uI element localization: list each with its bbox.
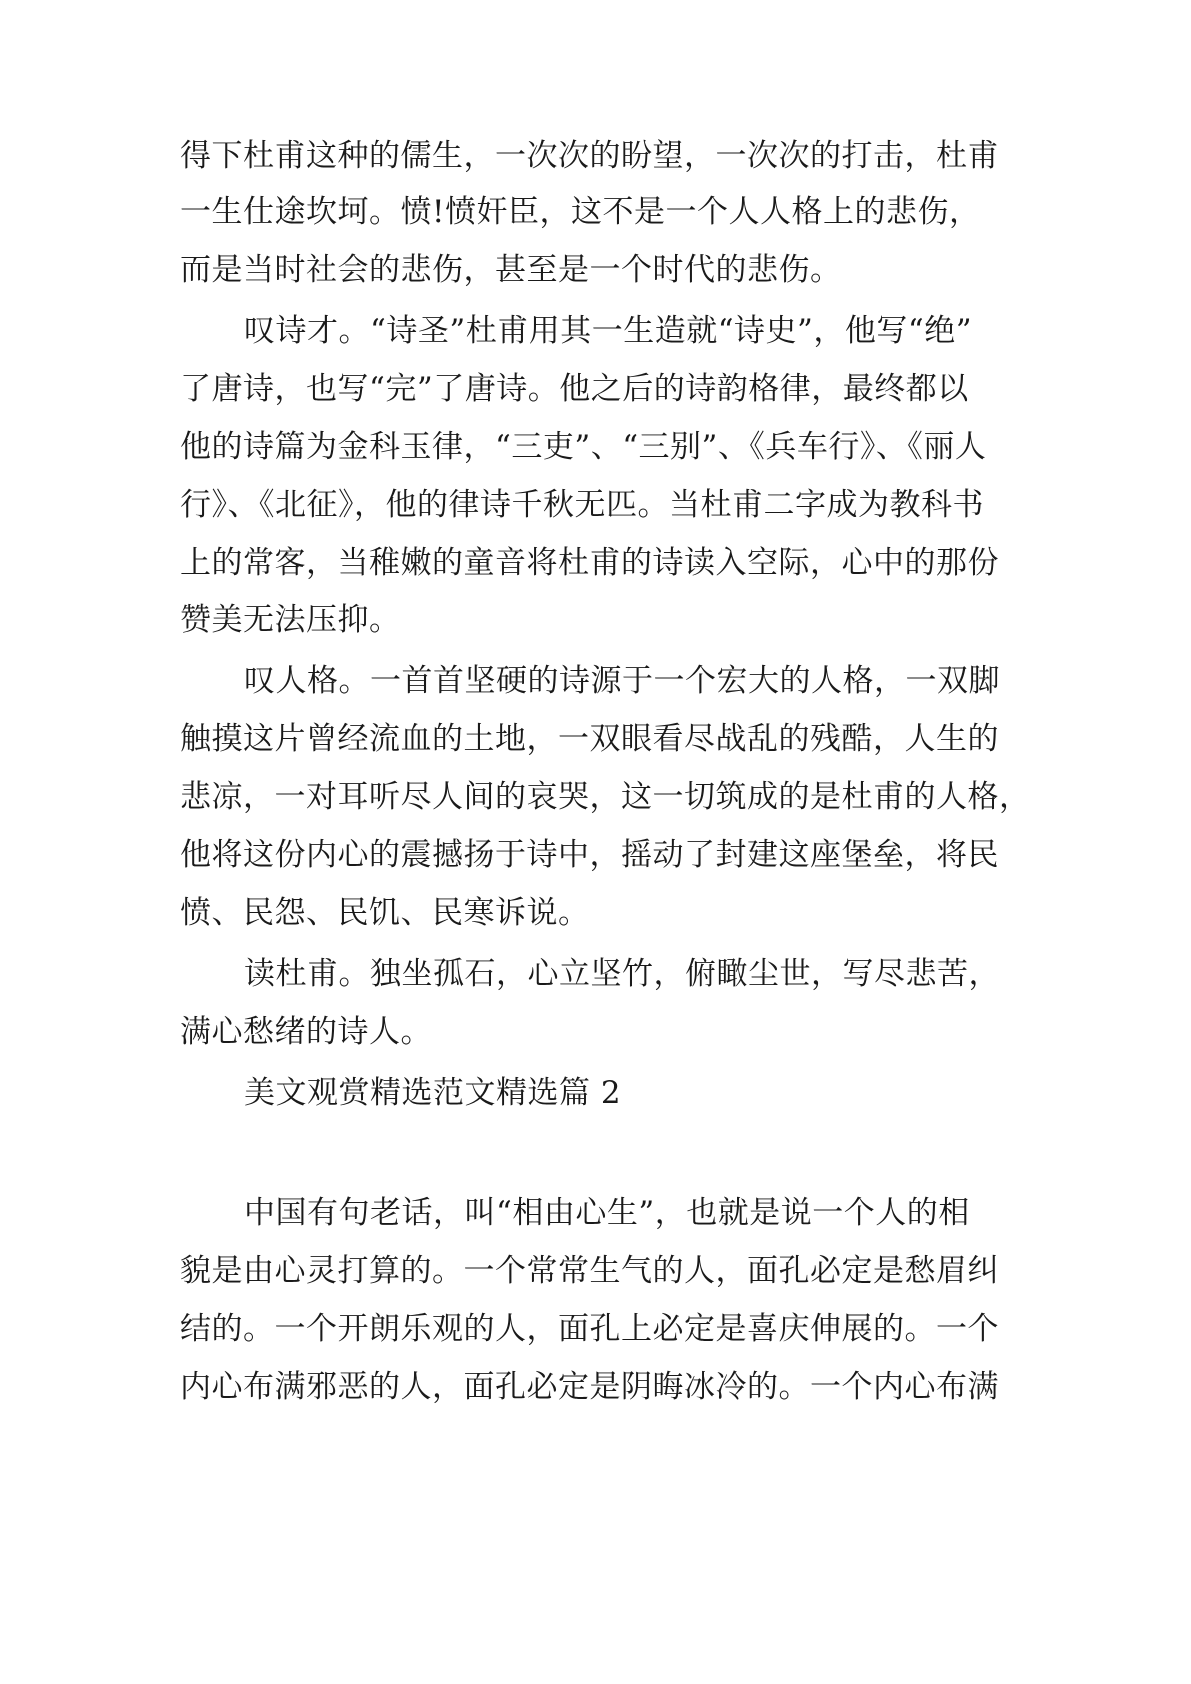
text-line: 内心布满邪恶的人，面孔必定是阴晦冰冷的。一个内心布满 bbox=[180, 1369, 999, 1405]
section-heading: 美文观赏精选范文精选篇 2 bbox=[244, 1075, 622, 1111]
text-line: 中国有句老话，叫“相由心生”，也就是说一个人的相 bbox=[244, 1195, 970, 1231]
text-line: 他将这份内心的震撼扬于诗中，摇动了封建这座堡垒，将民 bbox=[180, 837, 999, 873]
text-line: 悲凉，一对耳听尽人间的哀哭，这一切筑成的是杜甫的人格， bbox=[180, 779, 1031, 815]
text-line: 上的常客，当稚嫩的童音将杜甫的诗读入空际，心中的那份 bbox=[180, 545, 999, 581]
text-line: 结的。一个开朗乐观的人，面孔上必定是喜庆伸展的。一个 bbox=[180, 1311, 999, 1347]
text-line: 愤、民怨、民饥、民寒诉说。 bbox=[180, 895, 590, 931]
text-line: 行》、《北征》，他的律诗千秋无匹。当杜甫二字成为教科书 bbox=[180, 487, 984, 523]
text-line: 满心愁绪的诗人。 bbox=[180, 1014, 432, 1050]
text-line: 读杜甫。独坐孤石，心立坚竹，俯瞰尘世，写尽悲苦， bbox=[244, 956, 1000, 992]
text-line: 而是当时社会的悲伤，甚至是一个时代的悲伤。 bbox=[180, 252, 842, 288]
text-line: 触摸这片曾经流血的土地，一双眼看尽战乱的残酷，人生的 bbox=[180, 721, 999, 757]
text-line: 叹人格。一首首坚硬的诗源于一个宏大的人格，一双脚 bbox=[244, 663, 1000, 699]
text-line: 叹诗才。“诗圣”杜甫用其一生造就“诗史”，他写“绝” bbox=[244, 313, 973, 349]
text-line: 一生仕途坎坷。愤!愤奸臣，这不是一个人人格上的悲伤， bbox=[180, 194, 981, 230]
text-line: 赞美无法压抑。 bbox=[180, 602, 401, 638]
text-line: 他的诗篇为金科玉律，“三吏”、“三别”、《兵车行》、《丽人 bbox=[180, 429, 987, 465]
text-line: 得下杜甫这种的儒生，一次次的盼望，一次次的打击，杜甫 bbox=[180, 138, 999, 174]
text-line: 了唐诗，也写“完”了唐诗。他之后的诗韵格律，最终都以 bbox=[180, 371, 969, 407]
text-line: 貌是由心灵打算的。一个常常生气的人，面孔必定是愁眉纠 bbox=[180, 1253, 999, 1289]
